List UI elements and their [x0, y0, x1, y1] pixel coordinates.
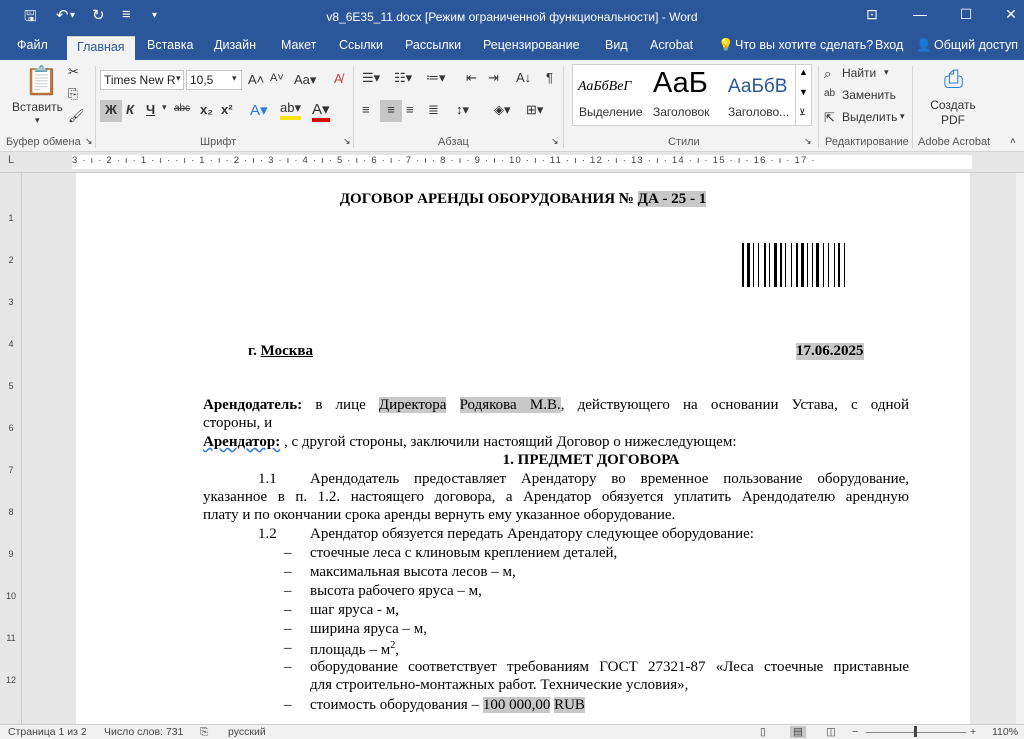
barcode-bar — [758, 243, 759, 287]
text-effects-icon[interactable]: A▾ — [250, 102, 268, 119]
italic-icon[interactable]: К — [126, 102, 134, 117]
font-size-input[interactable]: 10,5 — [186, 70, 242, 90]
vruler-mark: 3 — [8, 297, 14, 307]
styles-launcher-icon[interactable]: ↘ — [804, 136, 812, 146]
change-case-icon[interactable]: Aa▾ — [294, 72, 317, 87]
lessor-label: Арендодатель: — [203, 397, 303, 413]
read-mode-icon[interactable]: ▯ — [760, 726, 766, 738]
share-button[interactable]: Общий доступ — [934, 38, 1018, 52]
find-icon[interactable]: ⌕ — [824, 66, 832, 81]
lessor-line2: стороны, и — [203, 415, 273, 431]
style-heading-label[interactable]: Заголовок — [653, 105, 710, 119]
tab-home[interactable]: Главная — [67, 36, 135, 60]
lessee-line — [203, 434, 737, 451]
zoom-in-icon[interactable]: + — [970, 726, 977, 738]
align-right-icon[interactable]: ≡ — [406, 102, 414, 117]
list-dash: – — [284, 621, 292, 637]
zoom-out-icon[interactable]: − — [852, 726, 859, 738]
ribbon-display-options-icon[interactable]: ⊡ — [866, 6, 878, 22]
undo-icon[interactable]: ↶ — [56, 7, 69, 24]
barcode-bar — [742, 243, 744, 287]
undo-dropdown-icon[interactable]: ▾ — [70, 10, 76, 21]
select-button[interactable]: Выделить — [842, 110, 898, 124]
ruler-scale: 3 · ı · 2 · ı · 1 · ı · · ı · 1 · ı · 2 · ı · 3 · ı · 4 · ı · 5 · ı · 6 · ı · 7 · ı · 8 · ı · 9 · ı · 10 · ı · 11 · ı · 12 · ı · 13 · ı · 14 · ı · 15 · ı · 16 · ı · 17 · — [72, 155, 972, 169]
clause-1-1-line2: указанное в п. 1.2. настоящего договора, а Арендатор обязуется уплатить Арендодателю арендную — [203, 489, 909, 505]
align-center-icon[interactable]: ≡ — [380, 100, 402, 122]
document-canvas — [22, 173, 1016, 724]
create-pdf-button[interactable]: Создать PDF — [930, 98, 976, 127]
list-item-cost — [310, 697, 585, 714]
borders-icon[interactable]: ⊞▾ — [526, 102, 544, 117]
barcode-bar — [774, 243, 777, 287]
cut-icon[interactable]: ✂ — [68, 64, 79, 79]
styles-scroll[interactable] — [795, 65, 811, 125]
barcode-bar — [807, 243, 808, 287]
share-icon[interactable]: 👤 — [916, 38, 932, 52]
tab-file[interactable]: Файл — [17, 38, 48, 52]
group-font-label: Шрифт — [200, 136, 237, 148]
separator — [818, 66, 819, 148]
minimize-icon[interactable]: — — [913, 6, 927, 22]
clause-1-2-number: 1.2 — [258, 526, 277, 542]
barcode-bar — [764, 243, 766, 287]
list-dash: – — [284, 659, 292, 675]
paste-dropdown-icon[interactable]: ▾ — [35, 115, 40, 125]
vruler-mark: 4 — [8, 339, 14, 349]
list-item: ширина яруса – м, — [310, 621, 427, 637]
lightbulb-icon: 💡 — [718, 38, 734, 52]
area-end: , — [395, 642, 399, 658]
list-dash: – — [284, 602, 292, 618]
show-formatting-icon[interactable]: ¶ — [546, 70, 553, 85]
justify-icon[interactable]: ≣ — [428, 102, 439, 117]
paragraph-launcher-icon[interactable]: ↘ — [551, 136, 559, 146]
clause-1-1-line3: плату и по окончании срока аренды вернуть ему указанное оборудование. — [203, 507, 676, 523]
style-emphasis-sample[interactable]: АаБбВеГ — [578, 79, 632, 94]
area-sup: 2 — [390, 640, 396, 651]
vruler-mark: 11 — [6, 633, 16, 643]
lessor-post: , действующего на основании Устава, с одной — [560, 397, 910, 413]
barcode-bar — [812, 243, 813, 287]
ribbon-home — [0, 60, 1024, 152]
shading-icon[interactable]: ◈▾ — [494, 102, 511, 117]
bold-icon[interactable]: Ж — [100, 100, 122, 122]
barcode-bar — [816, 243, 819, 287]
replace-icon[interactable]: ab — [824, 88, 836, 99]
vruler-mark: 9 — [8, 549, 14, 559]
vruler-mark: 12 — [6, 675, 17, 685]
list-dash: – — [284, 583, 292, 599]
lessor-line — [203, 397, 909, 414]
close-icon[interactable]: ✕ — [1005, 6, 1017, 22]
tab-view[interactable]: Вид — [605, 38, 628, 52]
barcode-bar — [823, 243, 824, 287]
line-spacing-icon[interactable]: ↕▾ — [456, 102, 470, 117]
lessee-label: Арендатор: — [203, 434, 281, 450]
tab-acrobat[interactable]: Acrobat — [650, 38, 694, 52]
replace-button[interactable]: Заменить — [842, 88, 896, 102]
vertical-ruler[interactable] — [0, 173, 22, 724]
tab-review[interactable]: Рецензирование — [483, 38, 580, 52]
ribbon-tabs — [0, 34, 1024, 60]
font-name-input[interactable]: Times New R — [100, 70, 184, 90]
contract-date: 17.06.2025 — [796, 343, 864, 359]
list-item: максимальная высота лесов – м, — [310, 564, 516, 580]
style-heading2-label[interactable]: Заголово... — [728, 105, 790, 119]
paste-button[interactable]: Вставить — [12, 100, 63, 114]
clipboard-launcher-icon[interactable]: ↘ — [85, 136, 93, 146]
increase-indent-icon[interactable]: ⇥ — [488, 70, 499, 85]
list-dash: – — [284, 640, 292, 656]
status-bar — [0, 724, 1024, 739]
style-emphasis-label[interactable]: Выделение — [579, 105, 643, 119]
list-item-gost-line2: для строительно-монтажных работ. Технические условия», — [310, 677, 689, 693]
scroll-up-icon[interactable]: ▲ — [799, 67, 808, 77]
find-dropdown-icon[interactable]: ▾ — [884, 67, 889, 77]
list-item: шаг яруса - м, — [310, 602, 400, 618]
clause-1-2-text: Арендатор обязуется передать Арендатору следующее оборудование: — [310, 526, 754, 542]
paste-icon[interactable]: 📋 — [24, 65, 59, 96]
list-item-gost-line1: оборудование соответствует требованиям ГОСТ 27321-87 «Леса стоечные приставные — [310, 659, 909, 675]
customize-quick-access-icon[interactable]: ▾ — [152, 10, 158, 21]
underline-dropdown-icon[interactable]: ▾ — [162, 102, 167, 112]
tab-insert[interactable]: Вставка — [147, 38, 194, 52]
vruler-mark: 8 — [8, 507, 14, 517]
styles-gallery — [572, 64, 812, 126]
doc-title-text: ДОГОВОР АРЕНДЫ ОБОРУДОВАНИЯ № — [339, 191, 638, 207]
cost-text: стоимость оборудования – — [310, 697, 483, 713]
barcode-bar — [801, 243, 804, 287]
separator — [912, 66, 913, 148]
lessor-pre: в лице — [302, 397, 379, 413]
subscript-icon[interactable]: x₂ — [200, 102, 214, 117]
word-count[interactable]: Число слов: 731 — [104, 726, 184, 738]
decrease-indent-icon[interactable]: ⇤ — [466, 70, 477, 85]
collapse-ribbon-icon[interactable]: ˄ — [1010, 136, 1016, 147]
list-dash: – — [284, 545, 292, 561]
vruler-mark: 2 — [8, 255, 14, 265]
area-text: площадь – м — [310, 642, 391, 658]
group-acrobat-label: Adobe Acrobat — [918, 136, 991, 148]
copy-icon[interactable]: ⎘ — [68, 86, 79, 101]
vruler-mark: 7 — [8, 465, 14, 475]
vruler-mark: 10 — [6, 591, 17, 601]
group-editing-label: Редактирование — [825, 136, 909, 148]
font-name-dropdown-icon[interactable]: ▾ — [176, 73, 181, 83]
clause-1-1-line1: Арендодатель предоставляет Арендатору во временное пользование оборудование, — [310, 471, 909, 487]
highlight-color-icon[interactable]: ab▾ — [280, 100, 301, 120]
list-dash: – — [284, 697, 292, 713]
save-icon[interactable]: 🖫 — [24, 8, 37, 25]
barcode-bar — [769, 243, 770, 287]
vruler-mark: 5 — [8, 381, 14, 391]
sort-icon[interactable]: A↓ — [516, 70, 532, 85]
tab-references[interactable]: Ссылки — [339, 38, 384, 52]
vruler-mark: 1 — [8, 213, 14, 223]
select-icon[interactable]: ⇱ — [824, 110, 835, 125]
scroll-down-icon[interactable]: ▼ — [799, 87, 808, 97]
barcode-bar — [791, 243, 792, 287]
multilevel-list-icon[interactable]: ≔▾ — [426, 70, 446, 85]
city-line — [248, 343, 313, 360]
font-launcher-icon[interactable]: ↘ — [343, 136, 351, 146]
vertical-scrollbar[interactable] — [1016, 173, 1024, 724]
barcode-bar — [796, 243, 798, 287]
bullets-icon[interactable]: ☰▾ — [362, 70, 381, 85]
style-heading2-sample[interactable]: АаБбВ — [728, 76, 788, 97]
language[interactable]: русский — [228, 726, 266, 738]
list-dash: – — [284, 564, 292, 580]
style-heading-sample[interactable]: АаБ — [653, 67, 708, 99]
barcode-bar — [834, 243, 835, 287]
vruler-mark: 6 — [8, 423, 14, 433]
tell-me-box[interactable]: Что вы хотите сделать? — [735, 38, 874, 52]
touch-mode-icon[interactable]: ≡ — [122, 6, 131, 23]
more-styles-icon[interactable]: ⊻ — [799, 107, 806, 117]
list-item: высота рабочего яруса – м, — [310, 583, 482, 599]
barcode-bar — [838, 243, 840, 287]
group-styles-label: Стили — [668, 136, 700, 148]
cost-currency: RUB — [554, 697, 585, 713]
window-title: v8_6E35_11.docx [Режим ограниченной функциональности] - Word — [326, 10, 698, 24]
contract-number: ДА - 25 - 1 — [637, 191, 707, 207]
city: Москва — [260, 343, 313, 359]
barcode-bar — [785, 243, 786, 287]
tab-layout[interactable]: Макет — [281, 38, 317, 52]
document-page[interactable] — [76, 173, 970, 724]
list-item: стоечные леса с клиновым креплением деталей, — [310, 545, 618, 561]
barcode — [742, 243, 894, 287]
redo-icon[interactable]: ↻ — [92, 7, 105, 24]
font-size-dropdown-icon[interactable]: ▾ — [232, 73, 237, 83]
doc-title — [76, 191, 970, 208]
tab-selector-icon[interactable]: L — [8, 154, 15, 166]
grow-font-icon[interactable]: A˄ — [248, 72, 265, 87]
zoom-slider-thumb[interactable] — [914, 726, 917, 737]
lessee-text: , с другой стороны, заключили настоящий Договор о нижеследующем: — [280, 434, 737, 450]
font-color-icon[interactable]: A▾ — [312, 100, 330, 122]
separator — [353, 66, 354, 148]
select-dropdown-icon[interactable]: ▾ — [900, 111, 905, 121]
barcode-bar — [747, 243, 750, 287]
separator — [95, 66, 96, 148]
strikethrough-icon[interactable]: abc — [174, 103, 191, 114]
superscript-icon[interactable]: x² — [221, 102, 233, 117]
underline-icon[interactable]: Ч — [146, 102, 156, 117]
group-clipboard-label: Буфер обмена — [6, 136, 81, 148]
section-1-heading: 1. ПРЕДМЕТ ДОГОВОРА — [502, 452, 680, 468]
clear-formatting-icon[interactable]: A̸ — [334, 71, 343, 86]
barcode-bar — [844, 243, 845, 287]
numbering-icon[interactable]: ☷▾ — [394, 70, 413, 85]
maximize-icon[interactable]: ☐ — [959, 6, 973, 22]
title-bar — [0, 0, 1024, 34]
lessor-position: Директора — [378, 397, 447, 413]
barcode-bar — [828, 243, 829, 287]
separator — [563, 66, 564, 148]
horizontal-ruler[interactable] — [0, 152, 1024, 173]
sign-in-link[interactable]: Вход — [875, 38, 904, 52]
clause-1-1-number: 1.1 — [258, 471, 277, 487]
group-paragraph-label: Абзац — [438, 136, 469, 148]
print-layout-icon[interactable]: ▤ — [790, 726, 806, 738]
proofing-icon[interactable]: ⎘ — [200, 726, 209, 738]
find-button[interactable]: Найти — [842, 66, 877, 80]
web-layout-icon[interactable]: ◫ — [826, 726, 836, 738]
tab-design[interactable]: Дизайн — [214, 38, 257, 52]
list-item-area — [310, 640, 399, 659]
barcode-bar — [753, 243, 754, 287]
align-left-icon[interactable]: ≡ — [362, 102, 370, 117]
lessor-name: Родякова М.В. — [459, 397, 561, 413]
city-prefix: г. — [248, 343, 261, 359]
cost-value: 100 000,00 — [482, 697, 551, 713]
zoom-level[interactable]: 110% — [992, 726, 1019, 738]
shrink-font-icon[interactable]: A˅ — [270, 72, 284, 84]
page-count[interactable]: Страница 1 из 2 — [8, 726, 87, 738]
tab-mailings[interactable]: Рассылки — [405, 38, 462, 52]
barcode-bar — [780, 243, 782, 287]
format-painter-icon[interactable]: 🖌 — [68, 108, 85, 123]
create-pdf-icon[interactable]: ⎙ — [944, 66, 964, 93]
